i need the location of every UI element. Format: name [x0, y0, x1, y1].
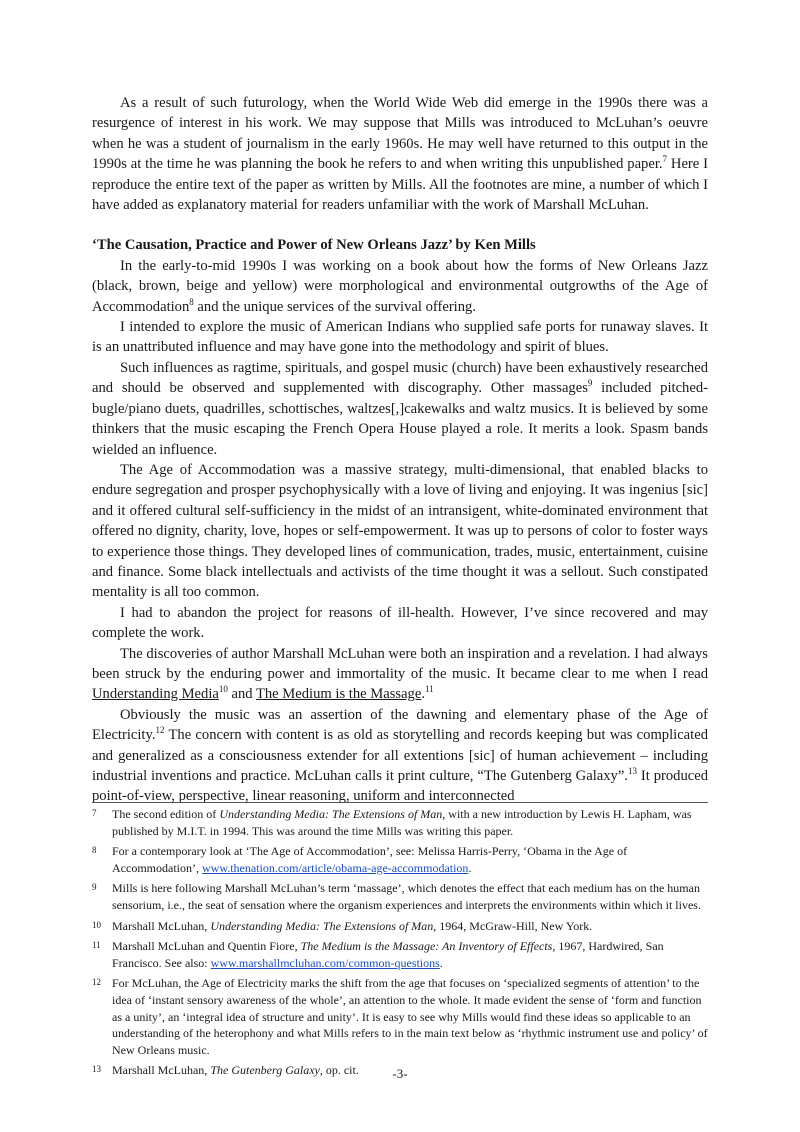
text-run: and the unique services of the survival offering.: [193, 298, 476, 315]
book-title: Understanding Media: The Extensions of Man: [219, 807, 443, 821]
footnotes: [92, 806, 708, 1083]
text-run: Mills is here following Marshall McLuhan’s term ‘massage’, which denotes the effect that each medium has on the human sensorium, i.e., the seat of sensation where the organism experiences and interprets the environments within which it lives.: [112, 881, 701, 912]
text-run: As a result of such futurology, when the World Wide Web did emerge in the 1990s there was a resurgence of interest in his work. We may suppose that Mills was introduced to McLuhan’s oeuvre when he was a student of journalism in the early 1960s. He may well have returned to this output in the 1990s at the time he was planning the book he refers to and when writing this unpublished paper.: [92, 95, 708, 173]
paragraph: I intended to explore the music of American Indians who supplied safe ports for runaway slaves. It is an unattributed influence and may have gone into the methodology and spirit of blues.: [92, 319, 708, 356]
main-text: [92, 93, 708, 807]
text-run: For a contemporary look at ‘The Age of Accommodation’, see: Melissa Harris-Perry, ‘Obama in the Age of Accommodation’,: [112, 844, 628, 875]
footnote-ref[interactable]: 11: [425, 684, 434, 695]
footnote-number: 10: [92, 919, 101, 930]
text-run: The concern with content is as old as storytelling and records keeping but was complicated and generalized as a consciousness extender for all extentions [sic] of human achievement – including industrial inventions and practice. McLuhan calls it print culture, “The Gutenberg Galaxy”.: [92, 727, 708, 784]
text-run: Marshall McLuhan,: [112, 918, 211, 933]
text-run: .: [439, 955, 443, 970]
text-run: Here I reproduce the entire text of the paper as written by Mills. All the footnotes are mine, a number of which I have added as explanatory material for readers unfamiliar with the work of Marshall McLuhan.: [92, 156, 709, 214]
paragraph-intro: [92, 93, 708, 215]
text-run: It produced point-of-view, perspective, linear reasoning, uniform and interconnected: [92, 768, 708, 805]
footnote-ref[interactable]: 12: [155, 725, 165, 736]
footnote-ref[interactable]: 8: [189, 296, 194, 307]
footnote-number: 9: [92, 882, 97, 893]
url-link[interactable]: www.marshallmcluhan.com/common-questions: [210, 955, 440, 970]
text-run: .: [468, 860, 472, 875]
text-run: Such influences as ragtime, spirituals, and gospel music (church) have been exhaustively researched and should be observed and supplemented with discography. Other massages: [92, 359, 708, 397]
text-run: In the early-to-mid 1990s I was working on a book about how the forms of New Orleans Jazz (black, brown, beige and yellow) were morphological and environmental outgrowths of the Age of Accommodation: [92, 257, 708, 315]
footnote-12: [92, 975, 708, 1058]
text-run: .: [421, 686, 425, 703]
book-title: The Medium is the Massage: An Inventory of Effects: [300, 939, 553, 954]
page-number: -3-: [392, 1066, 408, 1081]
book-title: Understanding Media: [92, 686, 219, 703]
footnote-8: [92, 843, 708, 876]
section-heading: ‘The Causation, Practice and Power of New Orleans Jazz’ by Ken Mills: [92, 237, 536, 254]
text-run: For McLuhan, the Age of Electricity marks the shift from the age that focuses on ‘specialized segments of attention’ to the idea of ‘instant sensory awareness of the whole’, an attention to the whole. It made evident the sense of ‘form and function as a unity’, an ‘integral idea of structure and unity’. It is easy to see why Mills would find these ideas so applicable to an understanding of the heterophony and what Mills refers to in the main text below as ‘rhythmic instrument use and policy’ of New Orleans music.: [112, 976, 708, 1057]
footnote-ref[interactable]: 7: [662, 154, 668, 165]
text-run: Obviously the music was an assertion of the dawning and elementary phase of the Age of Electricity.: [92, 706, 708, 744]
footnote-ref[interactable]: 13: [627, 766, 637, 777]
book-title: The Medium is the Massage: [255, 686, 422, 703]
text-run: included pitched-bugle/piano duets, quadrilles, schottisches, waltzes[,]cakewalks and waltz musics. It is believed by some thinkers that the music escaping the French Opera House played a role. It merits a look. Spasm bands wielded an influence.: [92, 380, 708, 458]
footnote-number: 7: [92, 808, 97, 818]
text-run: , op. cit.: [319, 1063, 359, 1078]
text-run: , with a new introduction by Lewis H. Lapham, was published by M.I.T. in 1994. This was around the time Mills was writing this paper.: [112, 807, 692, 838]
footnote-ref[interactable]: 9: [587, 378, 593, 389]
footnote-ref[interactable]: 10: [218, 684, 228, 695]
paragraph: [92, 256, 708, 317]
footnote-divider: [92, 802, 708, 803]
text-run: Marshall McLuhan and Quentin Fiore,: [112, 939, 301, 954]
footnote-number: 12: [92, 977, 101, 988]
text-run: The discoveries of author Marshall McLuhan were both an inspiration and a revelation. I had always been struck by the enduring power and immortality of the music. It became clear to me when I read: [92, 645, 708, 682]
footnote-11: [92, 938, 708, 971]
text-run: The second edition of: [112, 807, 220, 821]
footnote-number: 11: [92, 940, 101, 951]
text-run: Marshall McLuhan,: [112, 1063, 211, 1078]
paragraph: The Age of Accommodation was a massive strategy, multi-dimensional, that enabled blacks to endure segregation and prosper psychophysically with a love of living and enjoying. It was ingenius [sic] and it offered cultural self-sufficiency in the midst of an intransigent, white-dominated environment that offered no dignity, charity, love, hopes or self-empowerment. It was up to persons of color to foster ways to experience those things. They developed lines of communication, trades, music, entertainment, cuisine and finance. Some black intellectuals and activists of the time thought it was a sellout. Such constipated mentality is all too common.: [92, 461, 708, 601]
book-title: The Gutenberg Galaxy: [210, 1063, 320, 1078]
footnote-9: [92, 880, 708, 913]
footnote-10: [92, 918, 708, 935]
text-run: , 1967, Hardwired, San Francisco. See also:: [112, 939, 664, 970]
text-run: , 1964, McGraw-Hill, New York.: [433, 918, 593, 933]
url-link[interactable]: www.thenation.com/article/obama-age-accommodation: [201, 860, 469, 875]
paragraph: [92, 644, 708, 705]
paragraph: [92, 358, 708, 460]
paragraph: [92, 705, 708, 807]
footnote-number: 13: [92, 1064, 101, 1075]
text-run: and: [227, 686, 256, 703]
footnote-number: 8: [92, 845, 97, 856]
footnote-7: [92, 806, 708, 839]
paragraph: I had to abandon the project for reasons of ill-health. However, I’ve since recovered and may complete the work.: [92, 604, 708, 642]
book-title: Understanding Media: The Extensions of Man: [210, 918, 434, 933]
